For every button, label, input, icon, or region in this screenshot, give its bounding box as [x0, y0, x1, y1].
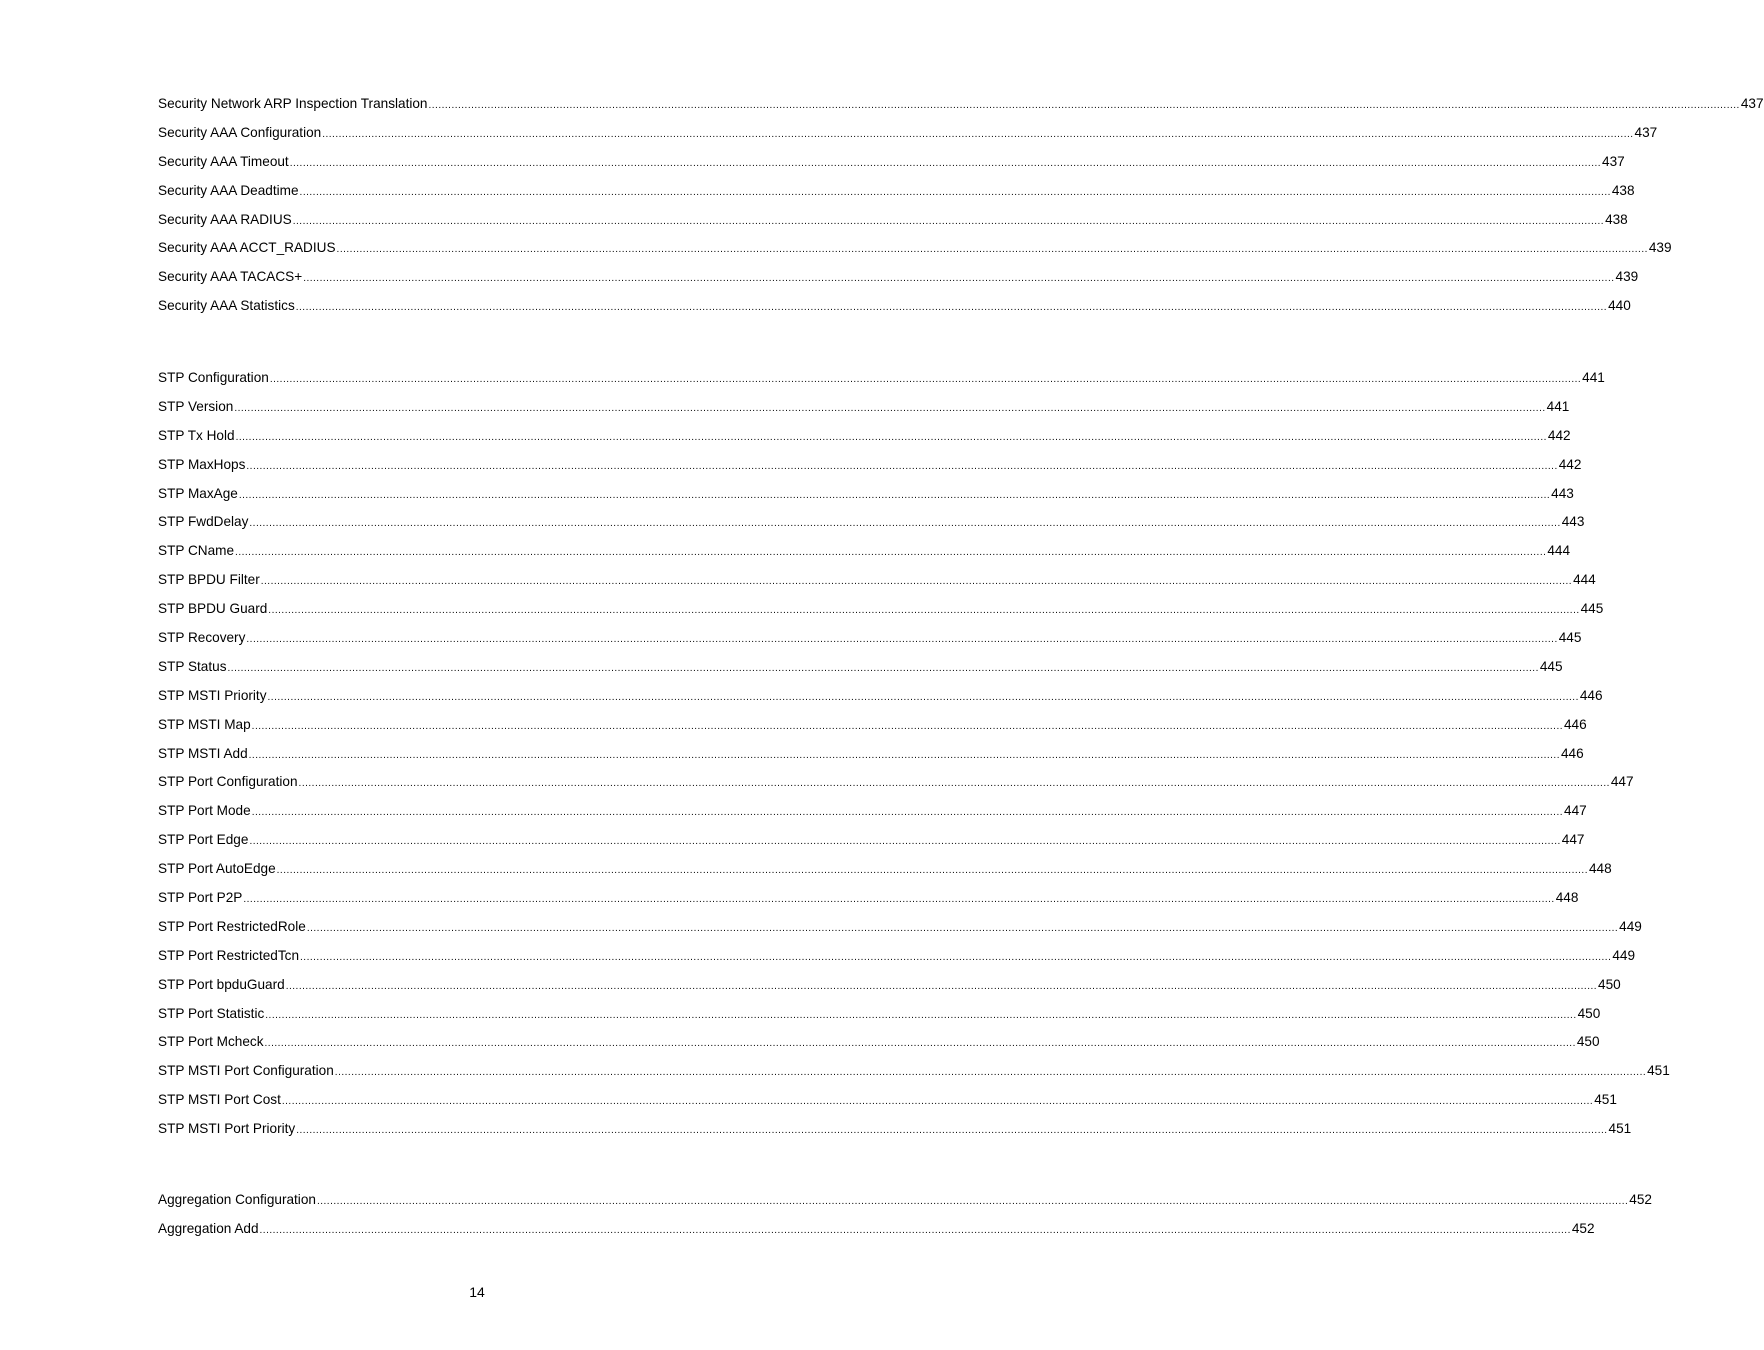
toc-entry-page-number: 437	[1602, 153, 1625, 169]
toc-entry-title: STP CName	[158, 543, 235, 559]
toc-dot-leader: ................................................................................................................................................................................................................................................................................................................................................................................................................	[259, 1224, 1571, 1236]
toc-entry[interactable]	[158, 913, 1642, 942]
toc-dot-leader: ................................................................................................................................................................................................................................................................................................................................................................................................................	[428, 100, 1740, 111]
toc-dot-leader: ................................................................................................................................................................................................................................................................................................................................................................................................................	[267, 691, 1579, 703]
toc-entry-page-number: 448	[1588, 861, 1612, 877]
toc-entry[interactable]	[158, 263, 1639, 292]
toc-entry-title: STP Port Edge	[158, 832, 249, 848]
toc-entry[interactable]	[158, 768, 1634, 797]
toc-entry-page-number: 449	[1619, 918, 1642, 934]
toc-entry[interactable]	[158, 480, 1574, 509]
toc-entry[interactable]	[158, 364, 1605, 393]
toc-entry-title: STP Port AutoEdge	[158, 861, 276, 877]
toc-entry[interactable]	[158, 855, 1612, 884]
toc-entry-title: STP Configuration	[158, 370, 269, 385]
toc-entry-title: STP MSTI Add	[158, 745, 248, 761]
toc-entry-page-number: 439	[1615, 269, 1639, 285]
toc-dot-leader: ................................................................................................................................................................................................................................................................................................................................................................................................................	[238, 489, 1551, 501]
toc-dot-leader: ................................................................................................................................................................................................................................................................................................................................................................................................................	[276, 865, 1588, 877]
toc-entry[interactable]	[158, 971, 1621, 1000]
toc-entry[interactable]	[158, 177, 1635, 206]
toc-entry-page-number: 445	[1558, 630, 1582, 646]
toc-entry[interactable]	[158, 797, 1587, 826]
toc-entry-title: Security AAA TACACS+	[158, 269, 303, 285]
toc-entry-title: STP Port RestrictedTcn	[158, 947, 300, 963]
toc-entry-page-number: 439	[1648, 240, 1672, 256]
toc-entry-title: STP Port Statistic	[158, 1005, 265, 1021]
toc-dot-leader: ................................................................................................................................................................................................................................................................................................................................................................................................................	[296, 1125, 1608, 1137]
toc-entry-page-number: 442	[1547, 427, 1571, 443]
toc-entry-page-number: 449	[1612, 947, 1636, 963]
toc-dot-leader: ................................................................................................................................................................................................................................................................................................................................................................................................................	[268, 605, 1580, 617]
toc-dot-leader: ................................................................................................................................................................................................................................................................................................................................................................................................................	[300, 951, 1612, 963]
toc-entry[interactable]	[158, 537, 1571, 566]
toc-dot-leader: ................................................................................................................................................................................................................................................................................................................................................................................................................	[235, 547, 1547, 559]
toc-entry-page-number: 437	[1740, 96, 1764, 111]
toc-entry-title: STP MSTI Map	[158, 716, 251, 732]
toc-entry-title: Security AAA Deadtime	[158, 182, 299, 198]
toc-dot-leader: ................................................................................................................................................................................................................................................................................................................................................................................................................	[249, 836, 1561, 848]
toc-entry-page-number: 443	[1561, 514, 1585, 530]
toc-dot-leader: ................................................................................................................................................................................................................................................................................................................................................................................................................	[260, 576, 1573, 588]
toc-dot-leader: ................................................................................................................................................................................................................................................................................................................................................................................................................	[285, 980, 1598, 992]
toc-entry[interactable]	[158, 1086, 1617, 1115]
toc-entry-page-number: 437	[1634, 124, 1658, 140]
toc-entry-title: Security AAA Configuration	[158, 124, 322, 140]
toc-entry[interactable]	[158, 1186, 1652, 1215]
toc-entry[interactable]	[158, 1000, 1601, 1029]
toc-entry-page-number: 444	[1573, 572, 1596, 588]
toc-entry[interactable]	[158, 653, 1563, 682]
toc-dot-leader: ................................................................................................................................................................................................................................................................................................................................................................................................................	[249, 518, 1561, 530]
toc-dot-leader: ................................................................................................................................................................................................................................................................................................................................................................................................................	[322, 128, 1634, 140]
toc-entry-title: STP Port P2P	[158, 890, 243, 906]
toc-entry-title: STP BPDU Filter	[158, 572, 260, 588]
toc-entry-title: STP MSTI Port Configuration	[158, 1063, 334, 1079]
toc-entry-title: STP Version	[158, 398, 234, 414]
toc-entry-title: Aggregation Add	[158, 1220, 259, 1236]
toc-entry[interactable]	[158, 711, 1587, 740]
toc-dot-leader: ................................................................................................................................................................................................................................................................................................................................................................................................................	[251, 807, 1564, 819]
toc-entry-page-number: 450	[1577, 1005, 1601, 1021]
toc-dot-leader: ................................................................................................................................................................................................................................................................................................................................................................................................................	[316, 1196, 1629, 1207]
toc-entry[interactable]	[158, 1215, 1595, 1244]
toc-entry-title: STP MSTI Priority	[158, 687, 267, 703]
toc-entry-page-number: 452	[1571, 1220, 1595, 1236]
toc-entry[interactable]	[158, 682, 1603, 711]
toc-entry[interactable]	[158, 451, 1582, 480]
toc-entry-page-number: 447	[1561, 832, 1585, 848]
toc-entry-title: STP Port Mcheck	[158, 1034, 264, 1050]
toc-dot-leader: ................................................................................................................................................................................................................................................................................................................................................................................................................	[281, 1096, 1594, 1108]
toc-dot-leader: ................................................................................................................................................................................................................................................................................................................................................................................................................	[303, 273, 1615, 285]
toc-entry-page-number: 446	[1560, 745, 1584, 761]
toc-dot-leader: ................................................................................................................................................................................................................................................................................................................................................................................................................	[243, 894, 1555, 906]
toc-entry-page-number: 441	[1546, 398, 1570, 414]
toc-entry-page-number: 440	[1608, 298, 1631, 314]
toc-entry-page-number: 451	[1594, 1092, 1617, 1108]
toc-entry-title: Security AAA RADIUS	[158, 211, 292, 227]
toc-dot-leader: ................................................................................................................................................................................................................................................................................................................................................................................................................	[227, 662, 1539, 674]
toc-entry[interactable]	[158, 595, 1604, 624]
toc-entry-title: STP Recovery	[158, 630, 246, 646]
toc-entry[interactable]	[158, 942, 1636, 971]
toc-entry-title: STP MSTI Port Cost	[158, 1092, 281, 1108]
toc-entry[interactable]	[158, 740, 1584, 769]
toc-entry[interactable]	[158, 422, 1571, 451]
toc-entry[interactable]	[158, 1028, 1600, 1057]
toc-entry-title: STP Port bpduGuard	[158, 976, 285, 992]
toc-entry-page-number: 443	[1551, 485, 1574, 501]
toc-entry-page-number: 447	[1610, 774, 1634, 790]
toc-entry-title: STP Port RestrictedRole	[158, 918, 306, 934]
toc-entry[interactable]	[158, 624, 1582, 653]
toc-entry[interactable]	[158, 508, 1585, 537]
toc-entry-page-number: 445	[1580, 601, 1604, 617]
toc-dot-leader: ................................................................................................................................................................................................................................................................................................................................................................................................................	[299, 186, 1611, 198]
toc-dot-leader: ................................................................................................................................................................................................................................................................................................................................................................................................................	[248, 749, 1560, 761]
toc-entry-title: STP Port Mode	[158, 803, 251, 819]
toc-entry[interactable]	[158, 1115, 1632, 1144]
toc-entry-title: Security Network ARP Inspection Translation	[158, 96, 428, 111]
toc-entry-title: STP BPDU Guard	[158, 601, 268, 617]
toc-entry-page-number: 450	[1576, 1034, 1600, 1050]
toc-entry-title: STP Port Configuration	[158, 774, 298, 790]
toc-dot-leader: ................................................................................................................................................................................................................................................................................................................................................................................................................	[235, 431, 1547, 443]
toc-dot-leader: ................................................................................................................................................................................................................................................................................................................................................................................................................	[234, 402, 1546, 414]
toc-entry-page-number: 451	[1647, 1063, 1670, 1079]
toc-entry-title: Security AAA ACCT_RADIUS	[158, 240, 336, 256]
toc-entry[interactable]	[158, 234, 1672, 263]
toc-dot-leader: ................................................................................................................................................................................................................................................................................................................................................................................................................	[269, 374, 1582, 385]
toc-dot-leader: ................................................................................................................................................................................................................................................................................................................................................................................................................	[292, 215, 1605, 227]
toc-entry-title: Security AAA Timeout	[158, 153, 289, 169]
toc-entry-page-number: 448	[1555, 890, 1579, 906]
toc-entry-page-number: 438	[1611, 182, 1635, 198]
toc-section-security	[158, 90, 1764, 321]
toc-dot-leader: ................................................................................................................................................................................................................................................................................................................................................................................................................	[336, 244, 1648, 256]
page-footer-number: 14	[469, 1284, 485, 1300]
toc-dot-leader: ................................................................................................................................................................................................................................................................................................................................................................................................................	[295, 302, 1608, 314]
toc-entry-page-number: 446	[1579, 687, 1603, 703]
toc-dot-leader: ................................................................................................................................................................................................................................................................................................................................................................................................................	[246, 634, 1558, 646]
toc-dot-leader: ................................................................................................................................................................................................................................................................................................................................................................................................................	[246, 460, 1558, 472]
toc-entry-title: Aggregation Configuration	[158, 1192, 316, 1207]
toc-section-aggregation	[158, 1186, 1652, 1244]
toc-entry-page-number: 444	[1547, 543, 1571, 559]
toc-dot-leader: ................................................................................................................................................................................................................................................................................................................................................................................................................	[251, 720, 1563, 732]
toc-entry[interactable]	[158, 566, 1596, 595]
toc-entry-title: STP MSTI Port Priority	[158, 1121, 296, 1137]
toc-entry-title: STP Tx Hold	[158, 427, 235, 443]
toc-dot-leader: ................................................................................................................................................................................................................................................................................................................................................................................................................	[265, 1009, 1577, 1021]
toc-entry-page-number: 447	[1564, 803, 1587, 819]
toc-entry-page-number: 442	[1558, 456, 1582, 472]
toc-entry[interactable]	[158, 884, 1579, 913]
toc-section-stp	[158, 364, 1670, 1144]
toc-dot-leader: ................................................................................................................................................................................................................................................................................................................................................................................................................	[264, 1038, 1576, 1050]
toc-entry-page-number: 451	[1608, 1121, 1632, 1137]
toc-entry-title: STP Status	[158, 658, 227, 674]
toc-entry-page-number: 452	[1629, 1192, 1652, 1207]
toc-entry-page-number: 450	[1598, 976, 1621, 992]
toc-dot-leader: ................................................................................................................................................................................................................................................................................................................................................................................................................	[334, 1067, 1647, 1079]
toc-entry-title: STP FwdDelay	[158, 514, 249, 530]
toc-entry-page-number: 445	[1539, 658, 1563, 674]
toc-entry-title: STP MaxHops	[158, 456, 246, 472]
toc-entry[interactable]	[158, 206, 1628, 235]
toc-entry[interactable]	[158, 90, 1764, 119]
toc-entry[interactable]	[158, 148, 1625, 177]
toc-entry[interactable]	[158, 826, 1585, 855]
toc-dot-leader: ................................................................................................................................................................................................................................................................................................................................................................................................................	[306, 922, 1619, 934]
toc-dot-leader: ................................................................................................................................................................................................................................................................................................................................................................................................................	[298, 778, 1610, 790]
toc-entry[interactable]	[158, 393, 1570, 422]
toc-entry-page-number: 446	[1564, 716, 1587, 732]
toc-entry[interactable]	[158, 1057, 1670, 1086]
toc-entry-page-number: 441	[1582, 370, 1605, 385]
toc-entry-title: STP MaxAge	[158, 485, 238, 501]
toc-entry-title: Security AAA Statistics	[158, 298, 295, 314]
toc-dot-leader: ................................................................................................................................................................................................................................................................................................................................................................................................................	[289, 157, 1602, 169]
toc-entry[interactable]	[158, 119, 1658, 148]
toc-entry[interactable]	[158, 292, 1631, 321]
toc-entry-page-number: 438	[1605, 211, 1628, 227]
